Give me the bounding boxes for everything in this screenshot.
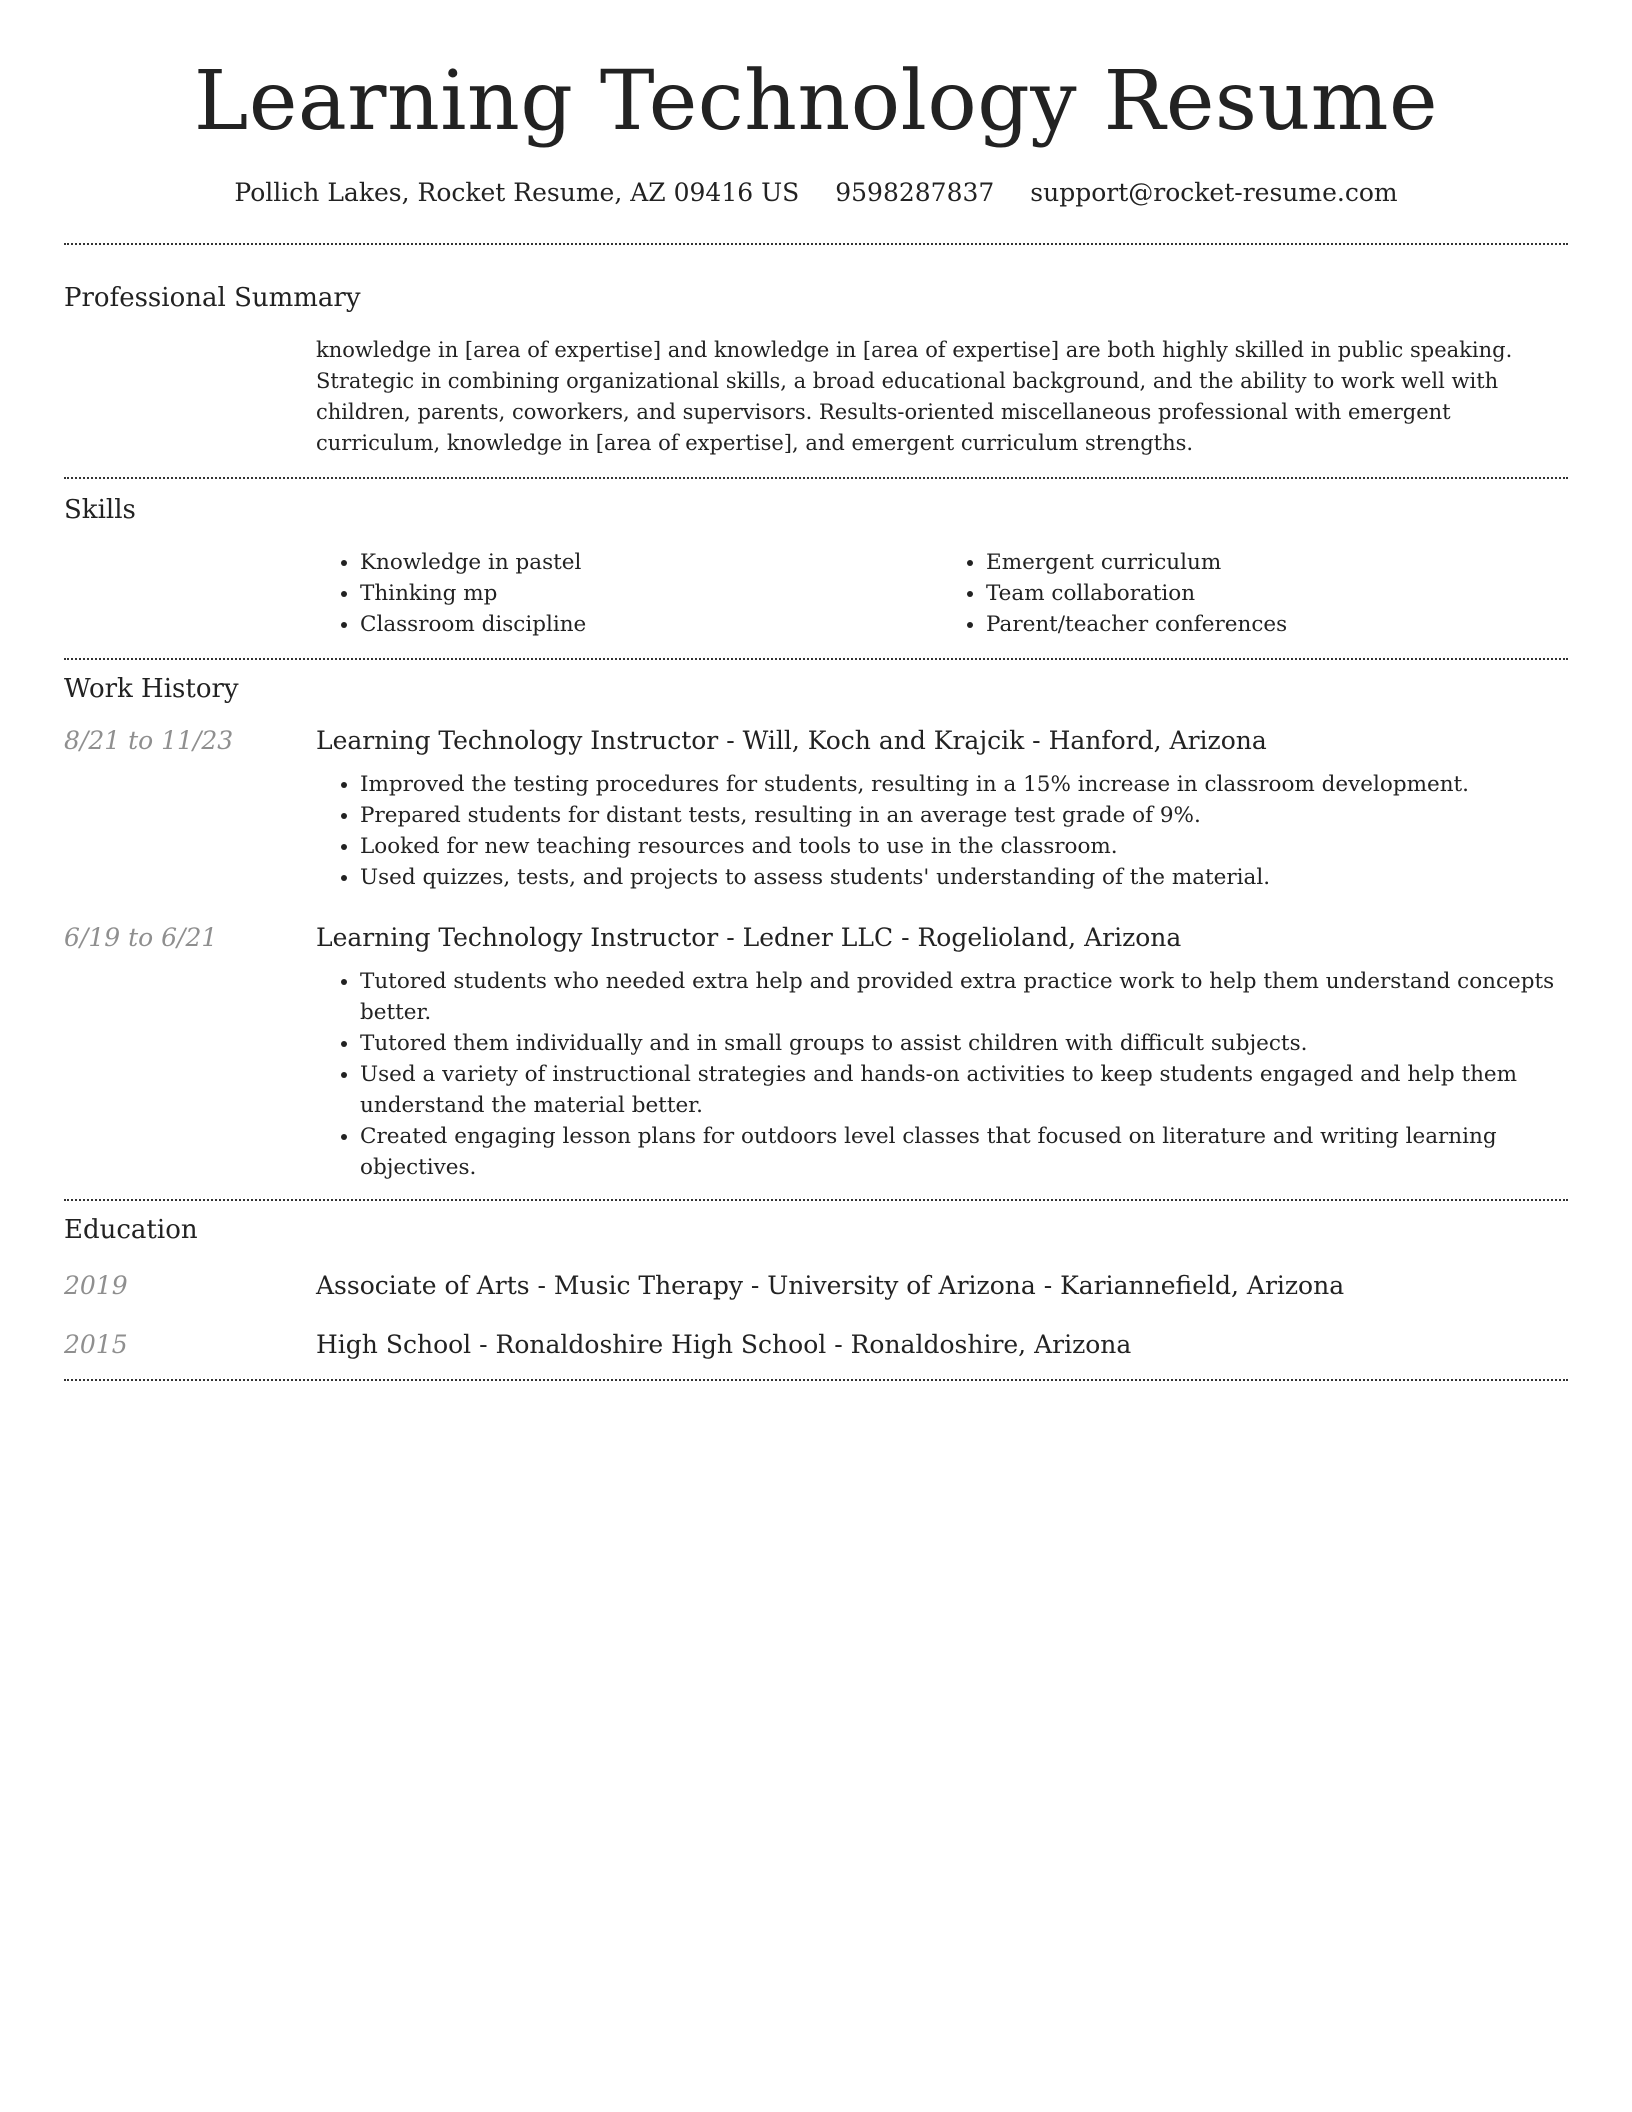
skill-item: • Classroom discipline bbox=[360, 609, 942, 640]
job-bullet: • Used quizzes, tests, and projects to assess students' understanding of the material. bbox=[360, 862, 1568, 893]
skill-item: • Knowledge in pastel bbox=[360, 547, 942, 578]
job-bullet: • Created engaging lesson plans for outdoors level classes that focused on literature and writing learning objectives. bbox=[360, 1121, 1568, 1183]
education-text: High School - Ronaldoshire High School - Ronaldoshire, Arizona bbox=[316, 1330, 1132, 1359]
resume-title: Learning Technology Resume bbox=[193, 54, 1439, 149]
divider bbox=[64, 1379, 1568, 1381]
job-dates: 8/21 to 11/23 bbox=[64, 726, 234, 755]
contact-line bbox=[64, 178, 1568, 207]
job-bullet: • Improved the testing procedures for students, resulting in a 15% increase in classroom development. bbox=[360, 769, 1568, 800]
job-bullets bbox=[316, 966, 1568, 1183]
job-header bbox=[64, 923, 1568, 952]
job-bullet: • Prepared students for distant tests, resulting in an average test grade of 9%. bbox=[360, 800, 1568, 831]
skill-item: • Team collaboration bbox=[986, 578, 1568, 609]
job-bullets bbox=[316, 769, 1568, 893]
summary-text: knowledge in [area of expertise] and knowledge in [area of expertise] are both highly skilled in public speaking. Strategic in combining organizational skills, a broad educational background, and the ability to work well with children, parents, coworkers, and supervisors. Results-oriented miscellaneous professional with emergent curriculum, knowledge in [area of expertise], and emergent curriculum strengths. bbox=[316, 338, 1513, 455]
divider bbox=[64, 243, 1568, 245]
contact-email: support@rocket-resume.com bbox=[1030, 178, 1398, 207]
contact-address: Pollich Lakes, Rocket Resume, AZ 09416 US bbox=[234, 178, 800, 207]
job-bullet: • Used a variety of instructional strategies and hands-on activities to keep students engaged and help them understand the material better. bbox=[360, 1059, 1568, 1121]
skills-list-right bbox=[942, 547, 1568, 640]
job-bullet: • Tutored them individually and in small groups to assist children with difficult subjects. bbox=[360, 1028, 1568, 1059]
education-year: 2015 bbox=[64, 1330, 128, 1359]
education-year: 2019 bbox=[64, 1271, 128, 1300]
skills-grid bbox=[316, 547, 1568, 640]
education-entry bbox=[64, 1330, 1568, 1359]
job-dates: 6/19 to 6/21 bbox=[64, 923, 218, 952]
skill-item: • Parent/teacher conferences bbox=[986, 609, 1568, 640]
job-bullet: • Tutored students who needed extra help and provided extra practice work to help them understand concepts better. bbox=[360, 966, 1568, 1028]
education-text: Associate of Arts - Music Therapy - University of Arizona - Kariannefield, Arizona bbox=[316, 1271, 1345, 1300]
job-bullet: • Looked for new teaching resources and tools to use in the classroom. bbox=[360, 831, 1568, 862]
contact-phone: 9598287837 bbox=[835, 178, 995, 207]
divider bbox=[64, 658, 1568, 660]
section-heading-summary: Professional Summary bbox=[64, 283, 361, 313]
divider bbox=[64, 477, 1568, 479]
skill-item: • Emergent curriculum bbox=[986, 547, 1568, 578]
section-heading-education: Education bbox=[64, 1215, 198, 1245]
job-header bbox=[64, 726, 1568, 755]
job-entry bbox=[64, 923, 1568, 1183]
skills-list-left bbox=[316, 547, 942, 640]
job-entry bbox=[64, 726, 1568, 893]
job-title: Learning Technology Instructor - Will, Koch and Krajcik - Hanford, Arizona bbox=[316, 726, 1267, 755]
summary-block bbox=[316, 335, 1568, 459]
section-heading-skills: Skills bbox=[64, 495, 136, 525]
section-heading-work: Work History bbox=[64, 674, 239, 704]
skill-item: • Thinking mp bbox=[360, 578, 942, 609]
education-entry bbox=[64, 1271, 1568, 1300]
divider bbox=[64, 1199, 1568, 1201]
job-title: Learning Technology Instructor - Ledner LLC - Rogelioland, Arizona bbox=[316, 923, 1182, 952]
